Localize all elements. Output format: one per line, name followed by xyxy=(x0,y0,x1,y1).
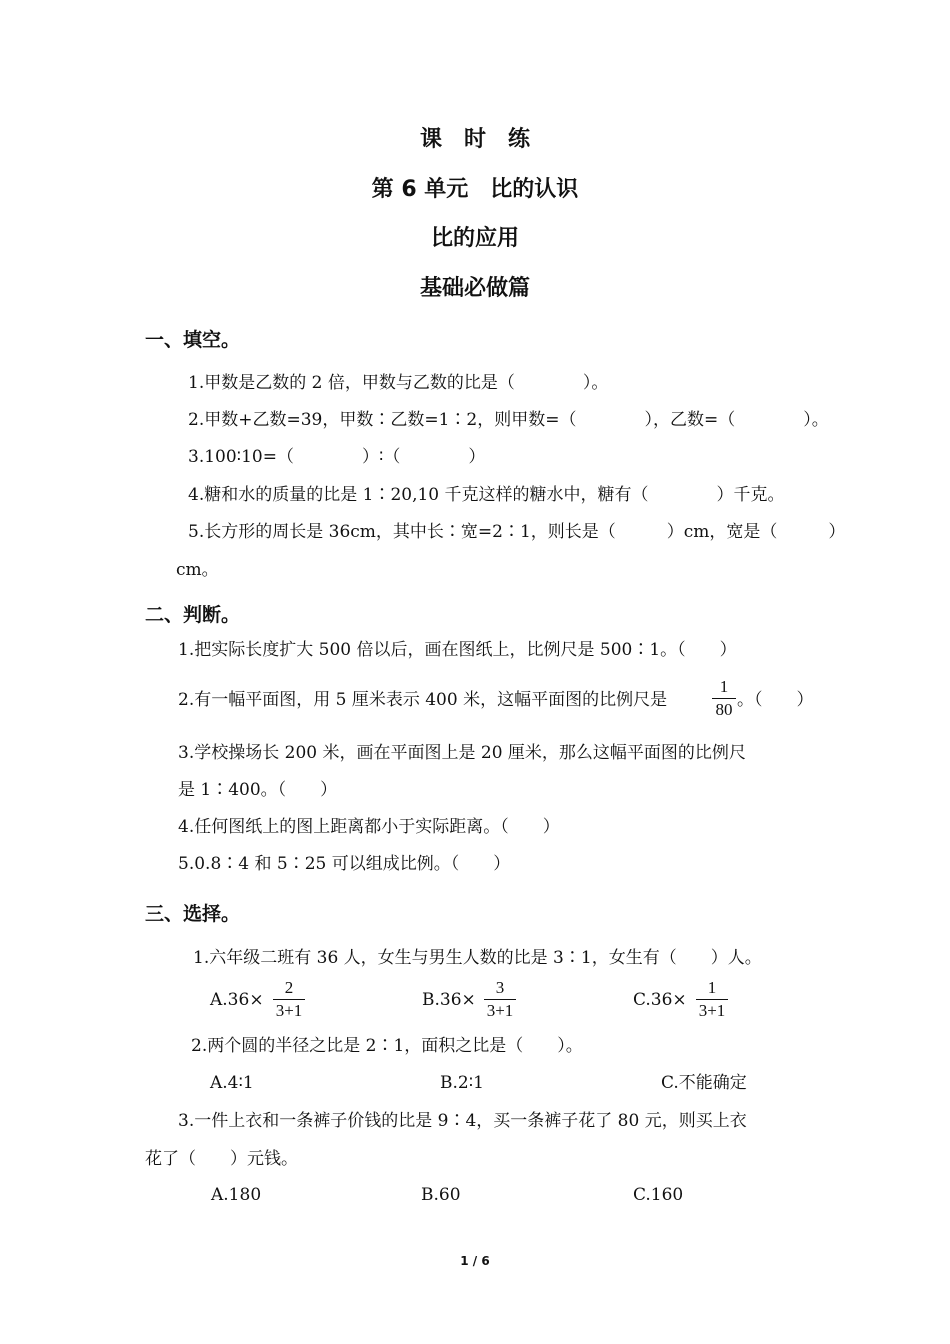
fraction-denominator: 3+1 xyxy=(698,1001,726,1020)
section-2-heading: 二、判断。 xyxy=(145,604,241,626)
question-2-1: 1.把实际长度扩大 500 倍以后，画在图纸上，比例尺是 500∶1。（ ） xyxy=(178,640,737,660)
section-1-heading: 一、填空。 xyxy=(145,329,241,351)
option-3-2-b: B.2∶1 xyxy=(440,1073,484,1093)
option-3-1-a-prefix: A.36× xyxy=(210,990,264,1010)
question-2-3: 3.学校操场长 200 米，画在平面图上是 20 厘米，那么这幅平面图的比例尺 xyxy=(178,743,746,763)
question-2-4: 4.任何图纸上的图上距离都小于实际距离。（ ） xyxy=(178,817,560,837)
title-line-4: 基础必做篇 xyxy=(419,276,530,301)
question-2-3-continued: 是 1∶400。（ ） xyxy=(178,780,338,800)
fraction-numerator: 3 xyxy=(495,978,505,997)
title-line-2: 第 6 单元 比的认识 xyxy=(371,177,579,202)
fraction-numerator: 1 xyxy=(719,677,729,696)
fraction-denominator: 3+1 xyxy=(275,1001,303,1020)
option-3-3-b: B.60 xyxy=(421,1185,461,1205)
fraction-bar xyxy=(273,999,305,1000)
fraction-bar xyxy=(712,698,736,699)
question-2-5: 5.0.8∶4 和 5∶25 可以组成比例。（ ） xyxy=(178,854,511,874)
option-3-2-a: A.4∶1 xyxy=(210,1073,254,1093)
question-1-4: 4.糖和水的质量的比是 1∶20,10 千克这样的糖水中，糖有（ ）千克。 xyxy=(188,485,785,505)
question-3-1: 1.六年级二班有 36 人，女生与男生人数的比是 3∶1，女生有（ ）人。 xyxy=(193,948,762,968)
fraction-denominator: 3+1 xyxy=(486,1001,514,1020)
option-3-1-b-fraction xyxy=(484,978,516,1021)
question-2-2-text: 2.有一幅平面图，用 5 厘米表示 400 米，这幅平面图的比例尺是 xyxy=(178,690,668,710)
page-number: 1 / 6 xyxy=(460,1254,490,1268)
title-line-1: 课 时 练 xyxy=(419,127,530,152)
question-2-2-suffix: 。（ ） xyxy=(737,690,814,710)
question-3-2: 2.两个圆的半径之比是 2∶1，面积之比是（ ）。 xyxy=(191,1036,583,1056)
question-1-1: 1.甲数是乙数的 2 倍，甲数与乙数的比是（ ）。 xyxy=(188,373,609,393)
question-1-2: 2.甲数+乙数=39，甲数∶乙数=1∶2，则甲数=（ ），乙数=（ ）。 xyxy=(188,410,829,430)
fraction-numerator: 1 xyxy=(707,978,717,997)
option-3-1-a-fraction xyxy=(273,978,305,1021)
option-3-1-c-fraction xyxy=(696,978,728,1021)
title-line-3: 比的应用 xyxy=(430,226,519,251)
fraction-numerator: 2 xyxy=(284,978,294,997)
fraction-bar xyxy=(484,999,516,1000)
option-3-1-c-prefix: C.36× xyxy=(633,990,687,1010)
question-3-3: 3.一件上衣和一条裤子价钱的比是 9∶4，买一条裤子花了 80 元，则买上衣 xyxy=(178,1111,747,1131)
option-3-1-b-prefix: B.36× xyxy=(422,990,476,1010)
fraction-denominator: 80 xyxy=(715,700,733,719)
option-3-3-a: A.180 xyxy=(211,1185,262,1205)
question-3-3-continued: 花了（ ）元钱。 xyxy=(145,1149,298,1169)
question-1-5-continued: cm。 xyxy=(176,560,219,580)
option-3-2-c: C.不能确定 xyxy=(661,1073,747,1093)
question-1-3: 3.100∶10=（ ）∶（ ） xyxy=(188,447,486,467)
fraction-bar xyxy=(696,999,728,1000)
fraction-1-80 xyxy=(712,677,736,720)
question-1-5: 5.长方形的周长是 36cm，其中长∶宽=2∶1，则长是（ ）cm，宽是（ ） xyxy=(188,522,846,542)
section-3-heading: 三、选择。 xyxy=(145,903,241,925)
option-3-3-c: C.160 xyxy=(633,1185,684,1205)
